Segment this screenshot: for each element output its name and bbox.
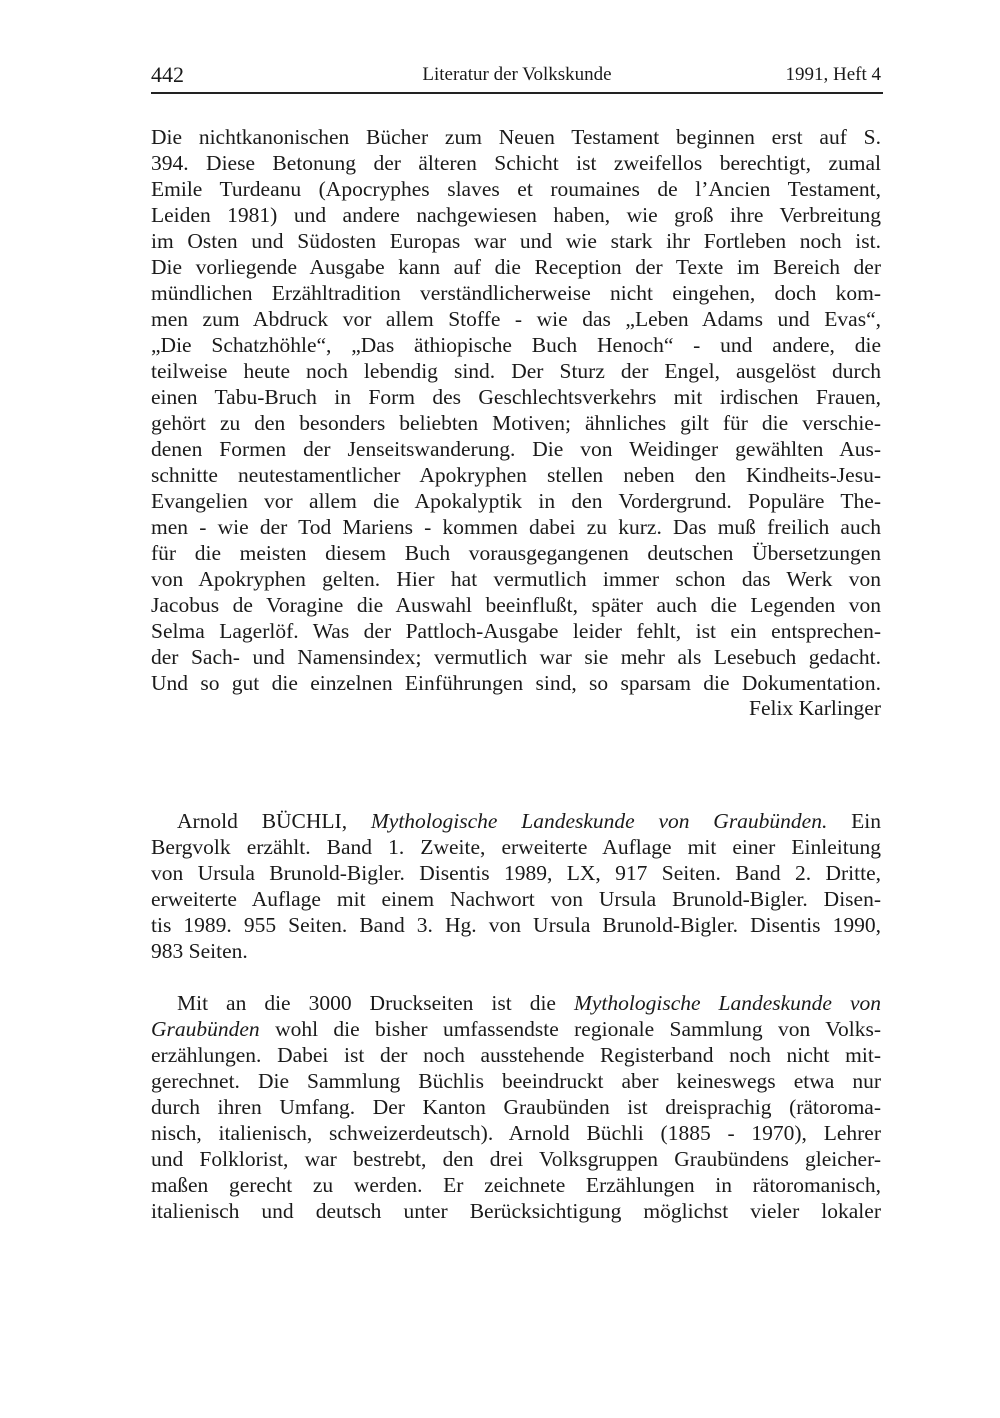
journal-title: Literatur der Volkskunde [422,64,612,85]
text-line: und Folklorist, war bestrebt, den drei Volksgruppen Graubündens gleicher- [151,1147,881,1171]
text-line: schnitte neutestamentlicher Apokryphen stellen neben den Kindheits-Jesu- [151,463,881,487]
body-text: Mit an die 3000 Druckseiten ist die [177,991,556,1015]
page-number: 442 [151,62,184,87]
citation-text: Ein [851,809,881,833]
text-line: erzählungen. Dabei ist der noch ausstehende Registerband noch nicht mit- [151,1043,881,1067]
text-line: men - wie der Tod Mariens - kommen dabei zu kurz. Das muß freilich auch [151,515,881,539]
text-line: durch ihren Umfang. Der Kanton Graubünden ist dreisprachig (rätoroma- [151,1095,881,1119]
text-line: gerechnet. Die Sammlung Büchlis beeindruckt aber keineswegs etwa nur [151,1069,881,1093]
text-line: Die vorliegende Ausgabe kann auf die Reception der Texte im Bereich der [151,255,881,279]
text-line: Evangelien vor allem die Apokalyptik in den Vordergrund. Populäre The- [151,489,881,513]
body-text: wohl die bisher umfassendste regionale Sammlung von Volks- [275,1017,882,1041]
text-line: 394. Diese Betonung der älteren Schicht ist zweifellos berechtigt, zumal [151,151,881,175]
text-line: der Sach- und Namensindex; vermutlich war sie mehr als Lesebuch gedacht. [151,645,881,669]
review-citation [151,808,881,964]
text-line: von Apokryphen gelten. Hier hat vermutlich immer schon das Werk von [151,567,881,591]
text-line: für die meisten diesem Buch vorausgegangenen deutschen Übersetzungen [151,541,881,565]
text-line: tis 1989. 955 Seiten. Band 3. Hg. von Ursula Brunold-Bigler. Disentis 1990, [151,913,881,937]
text-line: gehört zu den besonders beliebten Motiven; ähnliches gilt für die verschie- [151,411,881,435]
text-line: erweiterte Auflage mit einem Nachwort von Ursula Brunold-Bigler. Disen- [151,887,881,911]
text-line: im Osten und Südosten Europas war und wie stark ihr Fortleben noch ist. [151,229,881,253]
book-title-inline: Mythologische Landeskunde von [573,991,881,1015]
text-line: Selma Lagerlöf. Was der Pattloch-Ausgabe leider fehlt, ist ein entsprechen- [151,619,881,643]
running-head [151,62,883,94]
text-line: von Ursula Brunold-Bigler. Disentis 1989, LX, 917 Seiten. Band 2. Dritte, [151,861,881,885]
text-line: einen Tabu-Bruch in Form des Geschlechtsverkehrs mit irdischen Frauen, [151,385,881,409]
text-line: maßen gerecht zu werden. Er zeichnete Erzählungen in rätoromanisch, [151,1173,881,1197]
text-line: nisch, italienisch, schweizerdeutsch). Arnold Büchli (1885 - 1970), Lehrer [151,1121,881,1145]
text-line: italienisch und deutsch unter Berücksichtigung möglichst vieler lokaler [151,1199,881,1223]
text-line: „Die Schatzhöhle“, „Das äthiopische Buch Henoch“ - und andere, die [151,333,881,357]
body-first-line [151,990,881,1016]
review-body [151,990,881,1224]
text-line: Leiden 1981) und andere nachgewiesen haben, wie groß ihre Verbreitung [151,203,881,227]
text-line: 983 Seiten. [151,939,248,963]
text-line: Die nichtkanonischen Bücher zum Neuen Testament beginnen erst auf S. [151,125,881,149]
text-line: Emile Turdeanu (Apocryphes slaves et roumaines de l’Ancien Testament, [151,177,881,201]
text-line: denen Formen der Jenseitswanderung. Die von Weidinger gewählten Aus- [151,437,881,461]
text-line: Und so gut die einzelnen Einführungen sind, so sparsam die Dokumentation. [151,671,881,695]
review-continuation [151,124,881,696]
text-line: Bergvolk erzählt. Band 1. Zweite, erweiterte Auflage mit einer Einleitung [151,835,881,859]
citation-first-line [151,808,881,834]
book-title: Mythologische Landeskunde von Graubünden. [370,809,828,833]
text-line: teilweise heute noch lebendig sind. Der Sturz der Engel, ausgelöst durch [151,359,881,383]
text-line: mündlichen Erzähltradition verständlicherweise nicht eingehen, doch kom- [151,281,881,305]
text-line: men zum Abdruck vor allem Stoffe - wie das „Leben Adams und Evas“, [151,307,881,331]
text-line: Jacobus de Voragine die Auswahl beeinflußt, später auch die Legenden von [151,593,881,617]
book-title-inline: Graubünden [151,1017,260,1041]
book-author: Arnold BÜCHLI, [177,809,348,833]
issue-label: 1991, Heft 4 [785,64,881,85]
body-second-line [151,1016,881,1042]
reviewer-signature: Felix Karlinger [749,696,881,720]
